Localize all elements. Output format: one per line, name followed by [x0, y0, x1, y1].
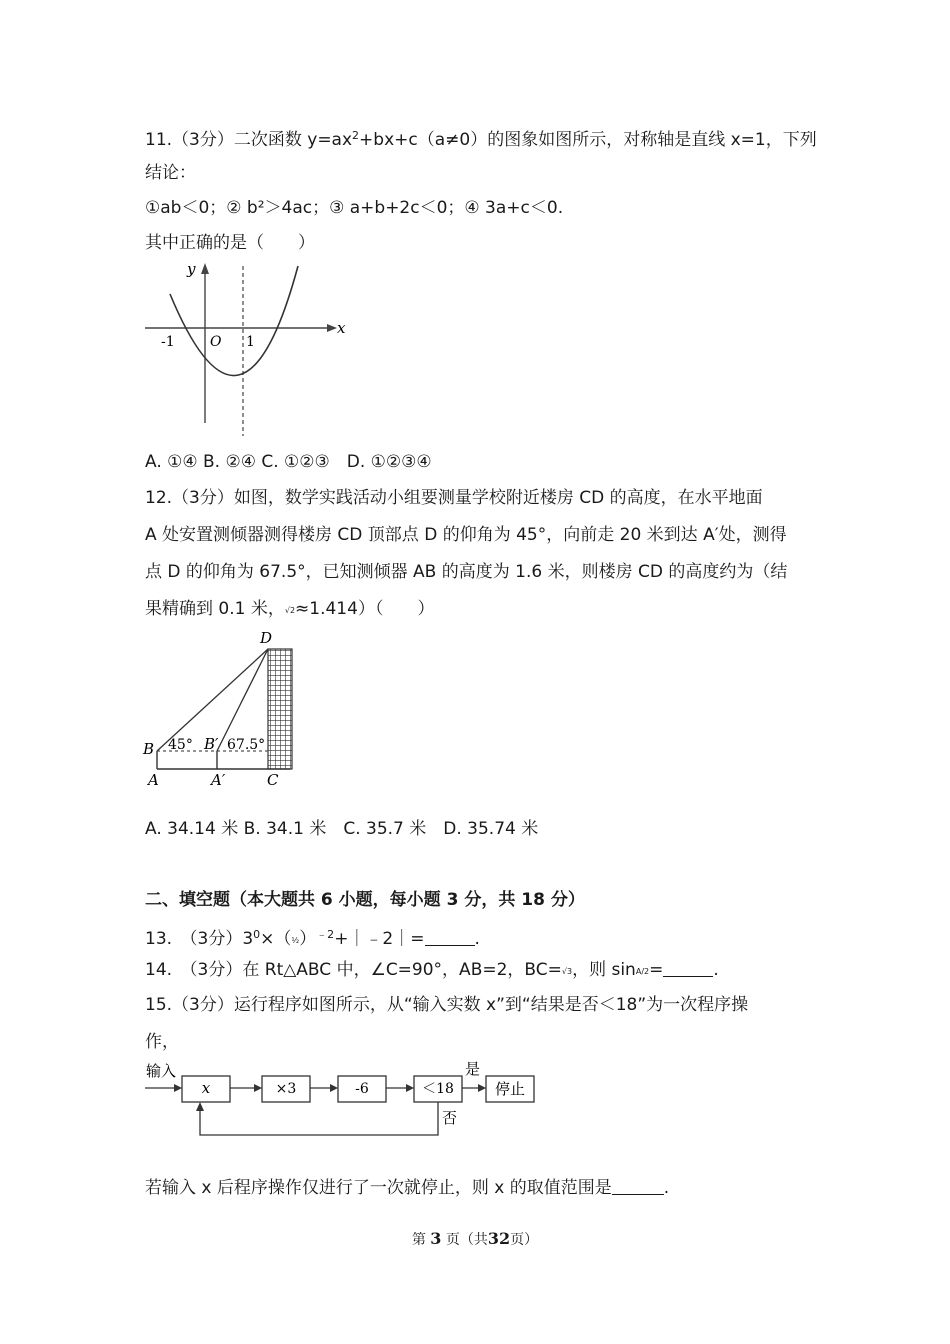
flow-no-label: 否 [442, 1109, 458, 1127]
graph-y-label: y [187, 260, 196, 278]
graph-origin-label: O [210, 334, 222, 350]
fig-angle-45: 45° [168, 737, 193, 753]
fig-label-C: C [267, 771, 279, 789]
flow-box-minus6: -6 [355, 1081, 369, 1097]
flow-box-times3: ×3 [275, 1081, 297, 1097]
q12-line4: 果精确到 0.1 米，√2≈1.414）（ ） [145, 599, 435, 619]
graph-one-label: 1 [246, 334, 255, 350]
fig-label-B: B [143, 740, 155, 758]
flow-box-compare: ＜18 [422, 1081, 454, 1097]
q15-line1: 15.（3分）运行程序如图所示，从“输入实数 x”到“结果是否＜18”为一次程序操 [145, 995, 749, 1015]
q12-line3: 点 D 的仰角为 67.5°，已知测倾器 AB 的高度为 1.6 米，则楼房 CD 的高度约为（结 [145, 562, 788, 582]
q12-line2: A 处安置测倾器测得楼房 CD 顶部点 D 的仰角为 45°，向前走 20 米到达 A′处，测得 [145, 525, 787, 545]
section2-title: 二、填空题（本大题共 6 小题，每小题 3 分，共 18 分） [145, 890, 585, 910]
q11-question: 其中正确的是（ ） [145, 233, 315, 253]
q11-stem: 11.（3分）二次函数 $y=ax^2+bx+c(a\ne 0)$的图象如图所示，对称轴是直线 x=1，下列 [145, 129, 817, 150]
parabola-graph [140, 258, 355, 440]
flow-yes-label: 是 [465, 1060, 481, 1078]
graph-x-label: x [337, 319, 346, 337]
fig-label-A: A [148, 771, 159, 789]
q15-tail: 若输入 x 后程序操作仅进行了一次就停止，则 x 的取值范围是 . [145, 1178, 670, 1198]
building-figure [140, 625, 310, 790]
q13: 13. （3分）$3^0\times(\frac{1}{2})^{﹣2}+|﹣2|=$ . [145, 928, 480, 949]
graph-neg1-label: -1 [161, 334, 175, 350]
q11-line2: 结论： [145, 163, 196, 183]
flow-box-x: x [201, 1079, 211, 1097]
flow-input-label: 输入 [146, 1062, 177, 1080]
q15-answer-blank[interactable] [612, 1178, 664, 1195]
q14: 14. （3分）在 Rt△ABC 中，∠C=90°，AB=2，BC=√3，则 sinA/2= . [145, 960, 719, 980]
q12-options: A. 34.14 米 B. 34.1 米 C. 35.7 米 D. 35.74 米 [145, 819, 539, 839]
q11-options: A. ①④ B. ②④ C. ①②③ D. ①②③④ [145, 452, 432, 472]
q11-conclusions: ①ab＜0；② b²＞4ac；③ a+b+2c＜0；④ 3a+c＜0. [145, 198, 564, 218]
flow-box-stop: 停止 [494, 1080, 526, 1098]
fig-label-A-prime: A′ [211, 771, 226, 789]
q15-line2: 作， [145, 1032, 179, 1052]
q14-answer-blank[interactable] [663, 960, 713, 977]
q13-answer-blank[interactable] [425, 929, 475, 946]
fig-label-B-prime: B′ [204, 735, 219, 753]
q12-line1: 12.（3分）如图，数学实践活动小组要测量学校附近楼房 CD 的高度，在水平地面 [145, 488, 763, 508]
fig-label-D: D [260, 629, 273, 647]
program-flowchart [140, 1055, 550, 1145]
fig-angle-67-5: 67.5° [227, 737, 266, 753]
page-footer: 第 3 页（共32页） [411, 1229, 539, 1248]
